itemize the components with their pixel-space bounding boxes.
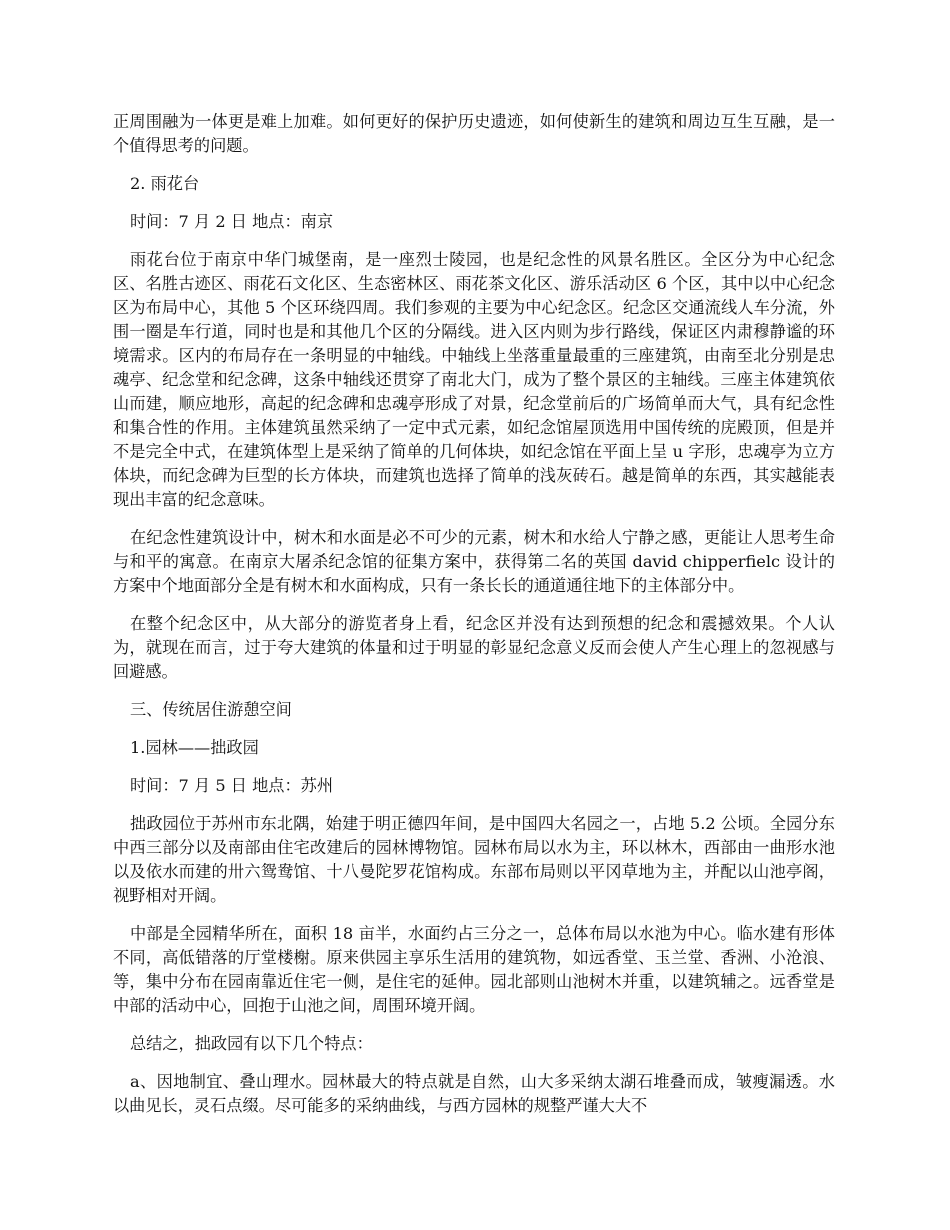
paragraph-continuation: 正周围融为一体更是难上加难。如何更好的保护历史遗迹，如何使新生的建筑和周边互生互融，是一个值得思考的问题。 (113, 112, 835, 155)
time-location-line: 时间：7 月 2 日 地点：南京 (130, 212, 334, 231)
time-location-line: 时间：7 月 5 日 地点：苏州 (130, 776, 334, 795)
paragraph-memorial-design: 在纪念性建筑设计中，树木和水面是必不可少的元素，树木和水给人宁静之感，更能让人思考生命与和平的寓意。在南京大屠杀纪念馆的征集方案中，获得第二名的英国 david chipperfielc 设计的方案中个地面部分全是有树木和水面构成，只有一条长长的通道通往地下的主体部分中。 (113, 528, 835, 595)
paragraph-yuhuatai-intro: 雨花台位于南京中华门城堡南，是一座烈士陵园，也是纪念性的风景名胜区。全区分为中心纪念区、名胜古迹区、雨花石文化区、生态密林区、雨花茶文化区、游乐活动区 6 个区，其中以中心纪念区为布局中心，其他 5 个区环绕四周。我们参观的主要为中心纪念区。纪念区交通流线人车分流，外围一圈是车行道，同时也是和其他几个区的分隔线。进入区内则为步行路线，保证区内肃穆静谧的环境需求。区内的布局存在一条明显的中轴线。中轴线上坐落重量最重的三座建筑，由南至北分别是忠魂亭、纪念堂和纪念碑，这条中轴线还贯穿了南北大门，成为了整个景区的主轴线。三座主体建筑依山而建，顺应地形，高起的纪念碑和忠魂亭形成了对景，纪念堂前后的广场简单而大气，具有纪念性和集合性的作用。主体建筑虽然采纳了一定中式元素，如纪念馆屋顶选用中国传统的庑殿顶，但是并不是完全中式，在建筑体型上是采纳了简单的几何体块，如纪念馆在平面上呈 u 字形，忠魂亭为立方体块，而纪念碑为巨型的长方体块，而建筑也选择了简单的浅灰砖石。越是简单的东西，其实越能表现出丰富的纪念意味。 (113, 250, 835, 509)
paragraph-zhuozhengyuan-center: 中部是全园精华所在，面积 18 亩半，水面约占三分之一，总体布局以水池为中心。临水建有形体不同，高低错落的厅堂楼榭。原来供园主享乐生活用的建筑物，如远香堂、玉兰堂、香洲、小沧浪、等，集中分布在园南靠近住宅一侧，是住宅的延伸。园北部则山池树木并重，以建筑辅之。远香堂是中部的活动中心，回抱于山池之间，周围环境开阔。 (113, 924, 835, 1015)
summary-line: 总结之，拙政园有以下几个特点： (130, 1034, 373, 1053)
chapter-heading-traditional-space: 三、传统居住游憩空间 (130, 700, 292, 719)
paragraph-memorial-reflection: 在整个纪念区中，从大部分的游览者身上看，纪念区并没有达到预想的纪念和震撼效果。个人认为，就现在而言，过于夸大建筑的体量和过于明显的彰显纪念意义反而会使人产生心理上的忽视感与回避感。 (113, 614, 835, 681)
section-heading-zhuozhengyuan: 1.园林——拙政园 (130, 738, 259, 757)
paragraph-feature-a: a、因地制宜、叠山理水。园林最大的特点就是自然，山大多采纳太湖石堆叠而成，皱瘦漏透。水以曲见长，灵石点缀。尽可能多的采纳曲线，与西方园林的规整严谨大大不 (113, 1072, 835, 1115)
section-heading-yuhuatai: 2. 雨花台 (130, 174, 200, 193)
paragraph-zhuozhengyuan-intro: 拙政园位于苏州市东北隅，始建于明正德四年间，是中国四大名园之一，占地 5.2 公顷。全园分东中西三部分以及南部由住宅改建后的园林博物馆。园林布局以水为主，环以林木，西部由一曲形水池以及依水而建的卅六鸳鸯馆、十八曼陀罗花馆构成。东部布局则以平冈草地为主，并配以山池亭阁，视野相对开阔。 (113, 814, 835, 905)
